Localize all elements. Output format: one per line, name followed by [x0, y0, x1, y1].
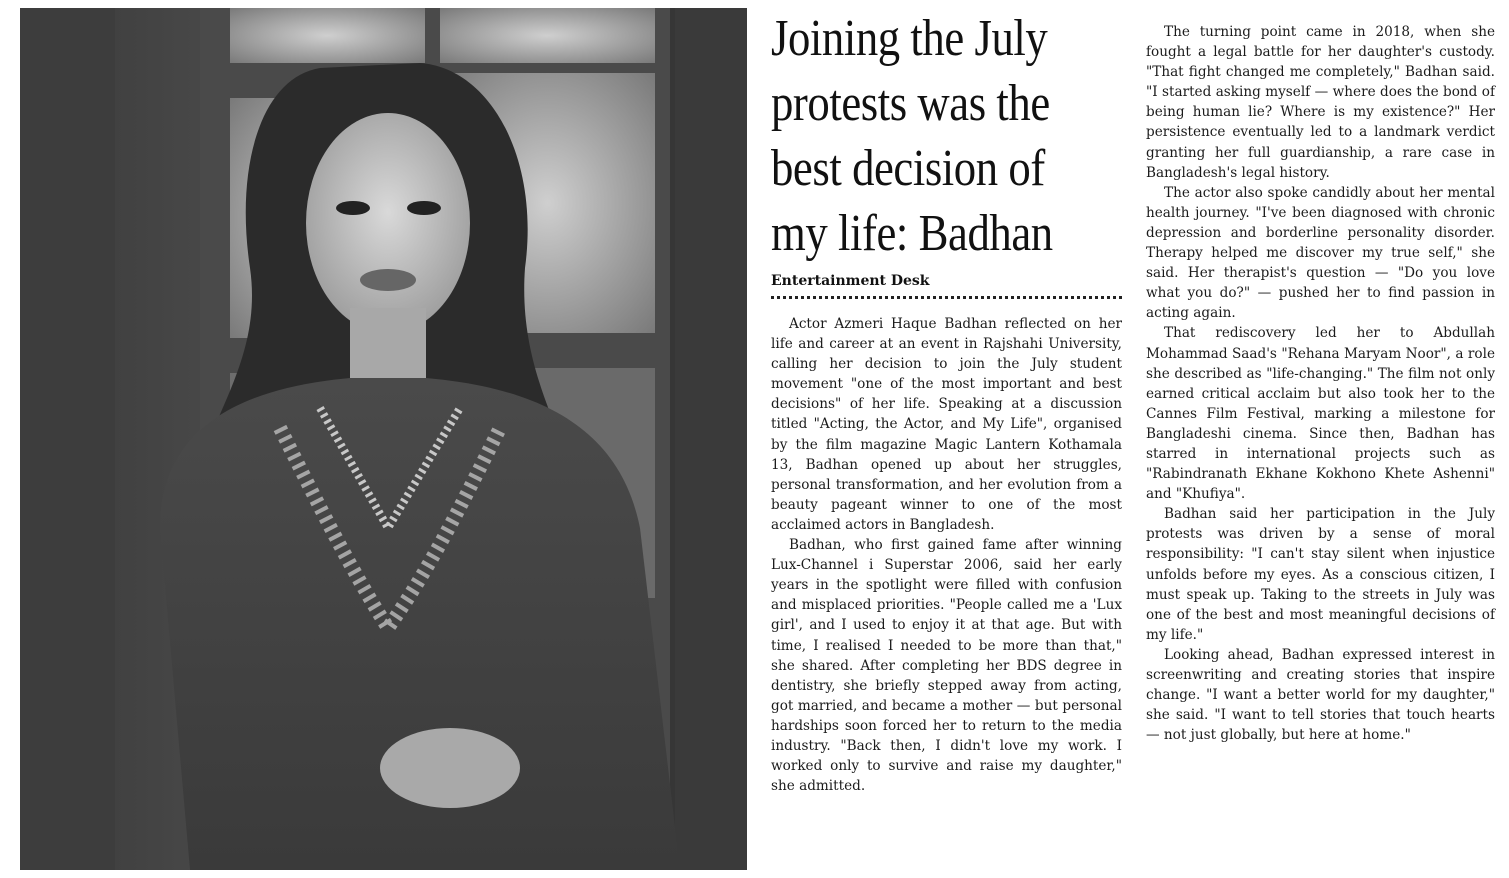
article-column-1 — [771, 314, 1122, 796]
byline: Entertainment Desk — [771, 273, 930, 289]
byline-divider — [771, 296, 1122, 299]
article-column-2 — [1146, 22, 1495, 745]
paragraph: The actor also spoke candidly about her mental health journey. "I've been diagnosed with chronic depression and borderline personality disorder. Therapy helped me discover my true self," she said. Her therapist's question — "Do you love what you do?" — pushed her to find passion in acting again. — [1146, 184, 1495, 322]
article-photo — [20, 8, 747, 870]
portrait-illustration — [20, 8, 747, 870]
paragraph: That rediscovery led her to Abdullah Mohammad Saad's "Rehana Maryam Noor", a role she described as "life-changing." The film not only earned critical acclaim but also took her to the Cannes Film Festival, marking a milestone for Bangladeshi cinema. Since then, Badhan has starred in international projects such as "Rabindranath Ekhane Kokhono Khete Ashenni" and "Khufiya". — [1146, 325, 1495, 503]
paragraph: Looking ahead, Badhan expressed interest in screenwriting and creating stories that inspire change. "I want a better world for my daughter," she said. "I want to tell stories that touch hearts — not just globally, but here at home." — [1146, 646, 1495, 744]
paragraph: Actor Azmeri Haque Badhan reflected on her life and career at an event in Rajshahi University, calling her decision to join the July student movement "one of the most important and best decisions" of her life. Speaking at a discussion titled "Acting, the Actor, and My Life", organised by the film magazine Magic Lantern Kothamala 13, Badhan opened up about her struggles, personal transformation, and her evolution from a beauty pageant winner to one of the most acclaimed actors in Bangladesh. — [771, 316, 1122, 533]
headline: Joining the July protests was the best decision of my life: Badhan — [771, 10, 1053, 262]
paragraph: Badhan, who first gained fame after winning Lux-Channel i Superstar 2006, said her early years in the spotlight were filled with confusion and misplaced priorities. "People called me a 'Lux girl', and I used to enjoy it at that age. But with time, I realised I needed to be more than that," she shared. After completing her BDS degree in dentistry, she briefly stepped away from acting, got married, and became a mother — but personal hardships soon forced her to return to the media industry. "Back then, I didn't love my work. I worked only to survive and raise my daughter," she admitted. — [771, 537, 1122, 795]
paragraph: The turning point came in 2018, when she fought a legal battle for her daughter's custody. "That fight changed me completely," Badhan said. "I started asking myself — where does the bond of being human lie? Where is my existence?" Her persistence eventually led to a landmark verdict granting her full guardianship, a rare case in Bangladesh's legal history. — [1146, 24, 1495, 181]
paragraph: Badhan said her participation in the July protests was driven by a sense of moral responsibility: "I can't stay silent when injustice unfolds before my eyes. As a conscious citizen, I must speak up. Taking to the streets in July was one of the best and most meaningful decisions of my life." — [1146, 506, 1495, 643]
